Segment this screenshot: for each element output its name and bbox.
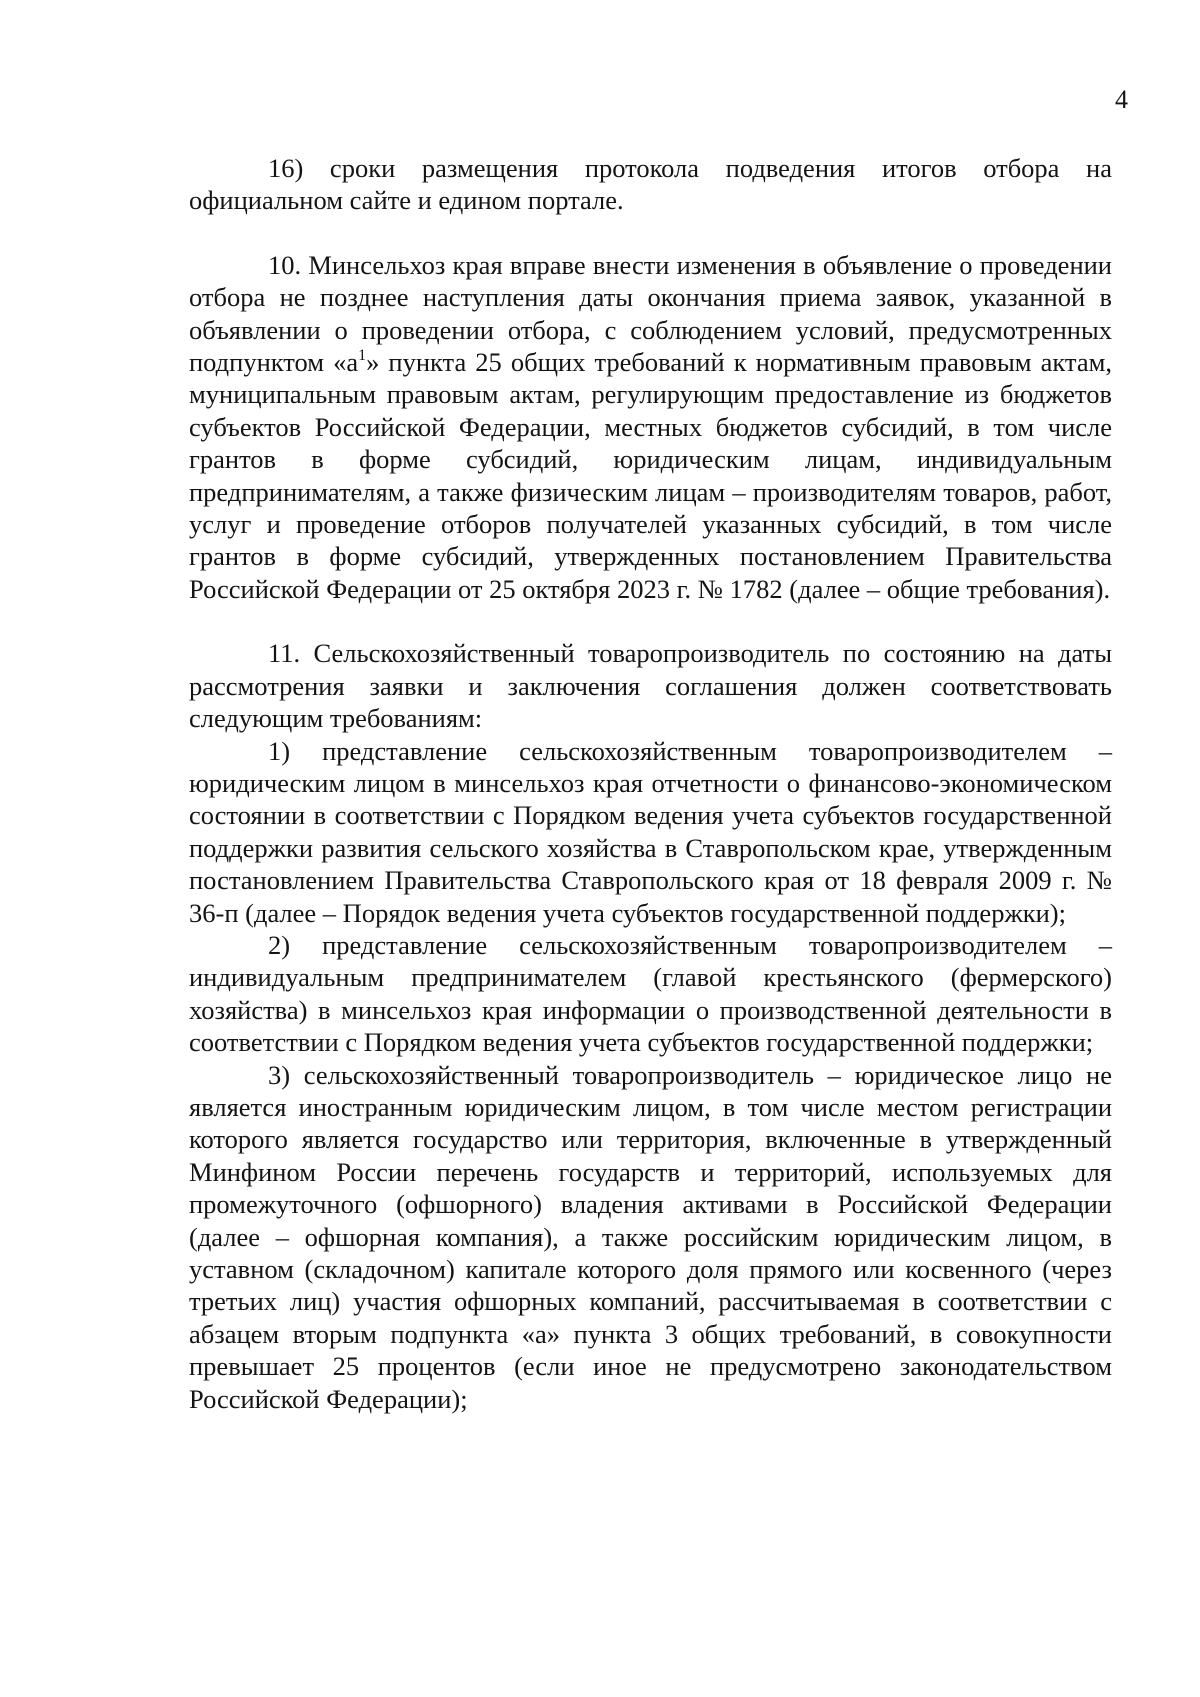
paragraph-point-11: 11. Сельскохозяйственный товаропроизводитель по состоянию на даты рассмотрения заявки и заключения соглашения должен соответствовать следующим требованиям: [189, 638, 1112, 734]
paragraph-point-10-text-after: » пункта 25 общих требований к нормативным правовым актам, муниципальным правовым актам, регулирующим предоставление из бюджетов субъектов Российской Федерации, местных бюджетов субсидий, в том числе грантов в форме субсидий, юридическим лицам, индивидуальным предпринимателям, а также физическим лицам – производителям товаров, работ, услуг и проведение отборов получателей указанных субсидий, в том числе грантов в форме субсидий, утвержденных постановлением Правительства Российской Федерации от 25 октября 2023 г. № 1782 (далее – общие требования). [189, 347, 1112, 604]
paragraph-point-11-subitem-2: 2) представление сельскохозяйственным товаропроизводителем – индивидуальным предпринимателем (главой крестьянского (фермерского) хозяйства) в минсельхоз края информации о производственной деятельности в соответствии с Порядком ведения учета субъектов государственной поддержки; [189, 929, 1112, 1058]
paragraph-point-11-subitem-1: 1) представление сельскохозяйственным товаропроизводителем – юридическим лицом в минсельхоз края отчетности о финансово-экономическом состоянии в соответствии с Порядком ведения учета субъектов государственной поддержки развития сельского хозяйства в Ставропольском крае, утвержденным постановлением Правительства Ставропольского края от 18 февраля 2009 г. № 36-п (далее – Порядок ведения учета субъектов государственной поддержки); [189, 735, 1112, 928]
page-number: 4 [1115, 85, 1128, 114]
paragraph-point-10 [189, 249, 1112, 605]
paragraph-point-11-subitem-3: 3) сельскохозяйственный товаропроизводитель – юридическое лицо не является иностранным юридическим лицом, в том числе местом регистрации которого является государство или территория, включенные в утвержденный Минфином России перечень государств и территорий, используемых для промежуточного (офшорного) владения активами в Российской Федерации (далее – офшорная компания), а также российским юридическим лицом, в уставном (складочном) капитале которого доля прямого или косвенного (через третьих лиц) участия офшорных компаний, рассчитываемая в соответствии с абзацем вторым подпункта «а» пункта 3 общих требований, в совокупности превышает 25 процентов (если иное не предусмотрено законодательством Российской Федерации); [189, 1059, 1112, 1414]
paragraph-point-10-text-before: 10. Минсельхоз края вправе внести изменения в объявление о проведении отбора не позднее наступления даты окончания приема заявок, указанной в объявлении о проведении отбора, с соблюдением условий, предусмотренных подпунктом «а [189, 249, 1112, 378]
footnote-superscript: 1 [358, 346, 367, 364]
paragraph-item-16: 16) сроки размещения протокола подведения итогов отбора на официальном сайте и едином портале. [189, 153, 1112, 216]
document-body [189, 152, 1112, 1415]
